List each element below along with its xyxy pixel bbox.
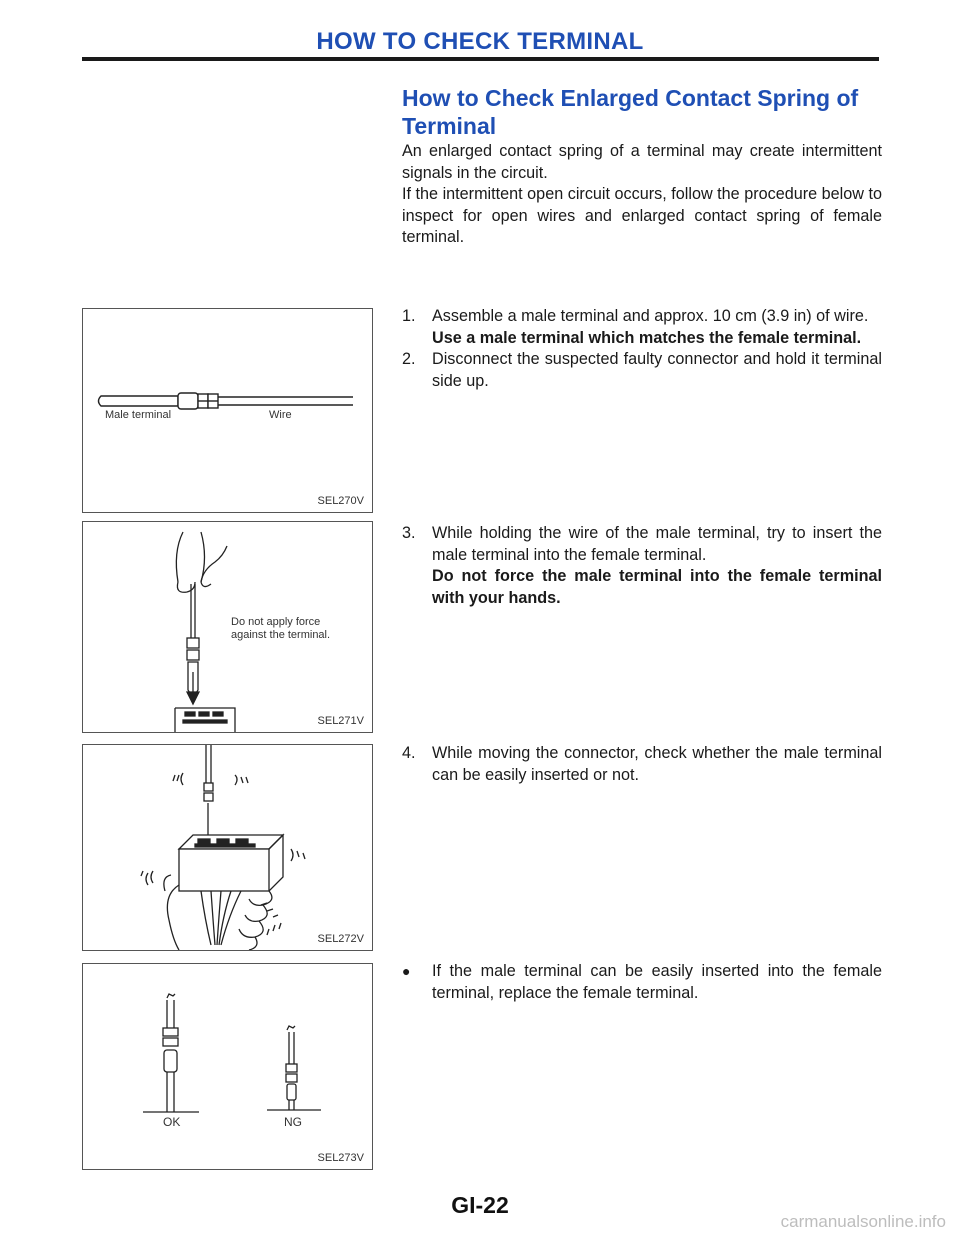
label-ok: OK	[163, 1115, 181, 1129]
page-header-title: HOW TO CHECK TERMINAL	[316, 28, 644, 55]
bullet-text: If the male terminal can be easily inserted into the female terminal, replace the female terminal.	[432, 962, 882, 1002]
step-1	[402, 306, 882, 349]
label-male-terminal: Male terminal	[105, 409, 172, 421]
ok-ng-illustration	[83, 964, 373, 1169]
step-text: Disconnect the suspected faulty connector and hold it terminal side up.	[432, 350, 882, 390]
step-2	[402, 349, 882, 392]
step-text: While moving the connector, check whether the male terminal can be easily inserted or not.	[432, 744, 882, 784]
figure-code: SEL270V	[317, 495, 364, 507]
label-no-force-note	[231, 616, 330, 642]
section-heading-line1: How to Check Enlarged Contact Spring of	[402, 85, 859, 111]
step-number: 3.	[402, 524, 416, 542]
intro-text	[402, 141, 882, 249]
page-number: GI-22	[451, 1192, 509, 1218]
label-ng: NG	[284, 1115, 302, 1129]
label-no-force-line1: Do not apply force	[231, 616, 321, 628]
move-connector-illustration	[83, 745, 373, 950]
figure-ok-ng	[82, 963, 373, 1170]
figure-insert-terminal	[82, 521, 373, 733]
section-heading-line2: Terminal	[402, 113, 497, 139]
section-heading	[402, 84, 882, 140]
step-number: 4.	[402, 744, 416, 762]
figure-code: SEL271V	[317, 715, 364, 727]
step-text: Assemble a male terminal and approx. 10 cm (3.9 in) of wire.	[432, 307, 869, 325]
intro-paragraph-2: If the intermittent open circuit occurs, follow the procedure below to inspect for open wires and enlarged contact spring of female terminal.	[402, 185, 882, 247]
step-number: 1.	[402, 307, 416, 325]
figure-male-terminal-wire	[82, 308, 373, 513]
step-1-2	[402, 306, 882, 392]
step-3	[402, 523, 882, 609]
figure-code: SEL273V	[317, 1152, 364, 1164]
label-wire: Wire	[269, 409, 292, 421]
step-text: While holding the wire of the male terminal, try to insert the male terminal into the female terminal.	[432, 524, 882, 564]
intro-paragraph-1: An enlarged contact spring of a terminal may create intermittent signals in the circuit.	[402, 142, 882, 182]
label-no-force-line2: against the terminal.	[231, 629, 331, 641]
step-warning: Use a male terminal which matches the female terminal.	[432, 328, 862, 347]
bullet-mark: ●	[402, 963, 411, 979]
figure-move-connector	[82, 744, 373, 951]
figure-code: SEL272V	[317, 933, 364, 945]
header-divider	[82, 57, 879, 61]
step-number: 2.	[402, 350, 416, 369]
step-warning: Do not force the male terminal into the female terminal with your hands.	[432, 567, 882, 607]
watermark: carmanualsonline.info	[780, 1212, 946, 1231]
step-4	[402, 743, 882, 786]
bullet-note	[402, 961, 882, 1004]
